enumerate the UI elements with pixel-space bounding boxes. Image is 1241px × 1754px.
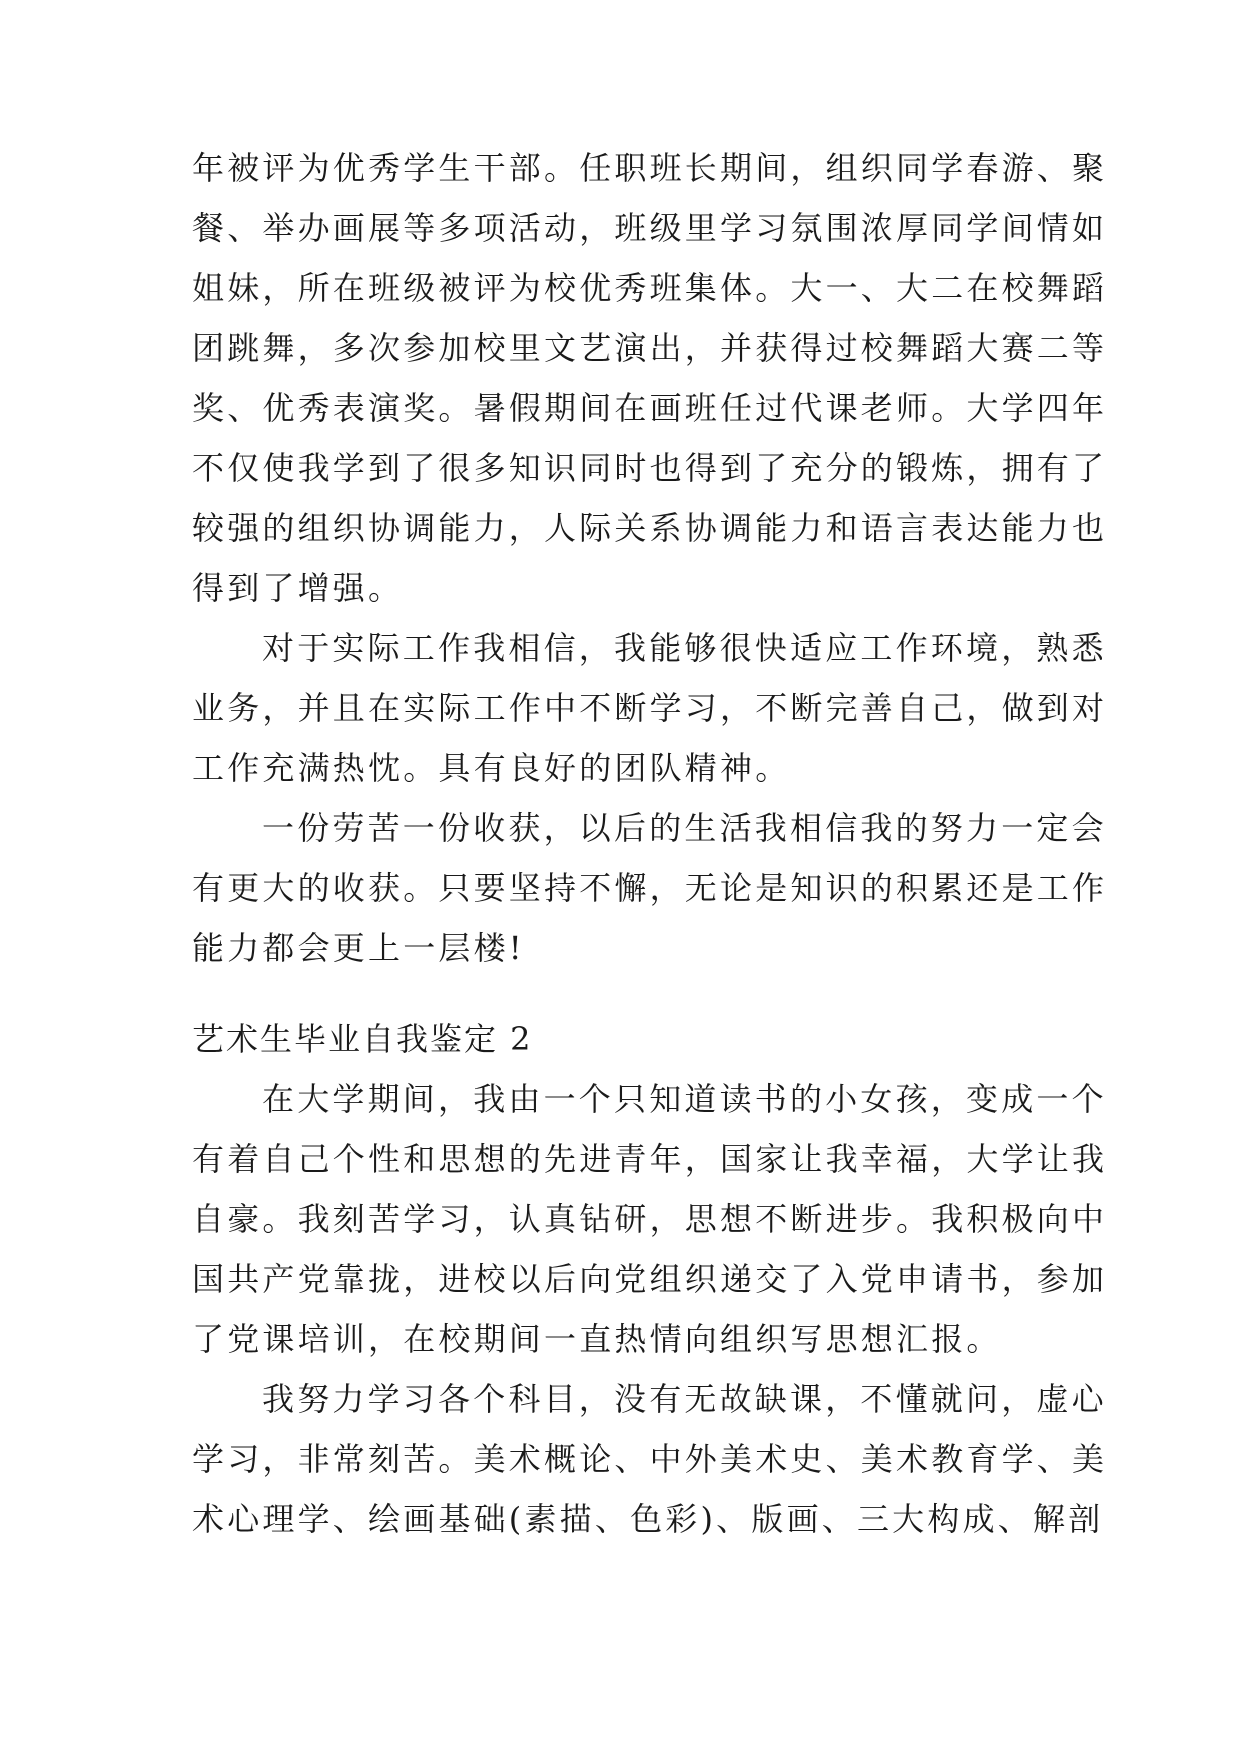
text-line: 年被评为优秀学生干部。任职班长期间，组织同学春游、聚 [192, 149, 1108, 187]
text-line: 餐、举办画展等多项活动，班级里学习氛围浓厚同学间情如 [192, 209, 1108, 247]
text-line: 学习，非常刻苦。美术概论、中外美术史、美术教育学、美 [192, 1440, 1108, 1478]
text-line: 术心理学、绘画基础(素描、色彩)、版画、三大构成、解剖 [192, 1500, 1104, 1538]
body-text-section-1 [192, 138, 1108, 978]
paragraph-start-line: 一份劳苦一份收获，以后的生活我相信我的努力一定会 [262, 809, 1107, 847]
text-line: 较强的组织协调能力，人际关系协调能力和语言表达能力也 [192, 509, 1108, 547]
text-line: 工作充满热忱。具有良好的团队精神。 [192, 749, 791, 787]
text-line: 业务，并且在实际工作中不断学习，不断完善自己，做到对 [192, 689, 1108, 727]
text-line: 有更大的收获。只要坚持不懈，无论是知识的积累还是工作 [192, 869, 1108, 907]
text-line: 团跳舞，多次参加校里文艺演出，并获得过校舞蹈大赛二等 [192, 329, 1108, 367]
text-line: 不仅使我学到了很多知识同时也得到了充分的锻炼，拥有了 [192, 449, 1108, 487]
section-heading-text: 艺术生毕业自我鉴定 2 [192, 1020, 533, 1058]
text-line: 了党课培训，在校期间一直热情向组织写思想汇报。 [192, 1320, 1002, 1358]
paragraph-start-line: 对于实际工作我相信，我能够很快适应工作环境，熟悉 [262, 629, 1107, 667]
text-line: 得到了增强。 [192, 569, 404, 607]
text-line: 姐妹，所在班级被评为校优秀班集体。大一、大二在校舞蹈 [192, 269, 1108, 307]
paragraph-start-line: 我努力学习各个科目，没有无故缺课，不懂就问，虚心 [262, 1380, 1107, 1418]
paragraph-start-line: 在大学期间，我由一个只知道读书的小女孩，变成一个 [262, 1080, 1107, 1118]
text-line: 有着自己个性和思想的先进青年，国家让我幸福，大学让我 [192, 1140, 1108, 1178]
body-text-section-2 [192, 1069, 1108, 1549]
text-line: 自豪。我刻苦学习，认真钻研，思想不断进步。我积极向中 [192, 1200, 1108, 1238]
text-line: 国共产党靠拢，进校以后向党组织递交了入党申请书，参加 [192, 1260, 1108, 1298]
text-line: 奖、优秀表演奖。暑假期间在画班任过代课老师。大学四年 [192, 389, 1108, 427]
section-heading [192, 1009, 1052, 1069]
text-line: 能力都会更上一层楼! [192, 929, 525, 967]
